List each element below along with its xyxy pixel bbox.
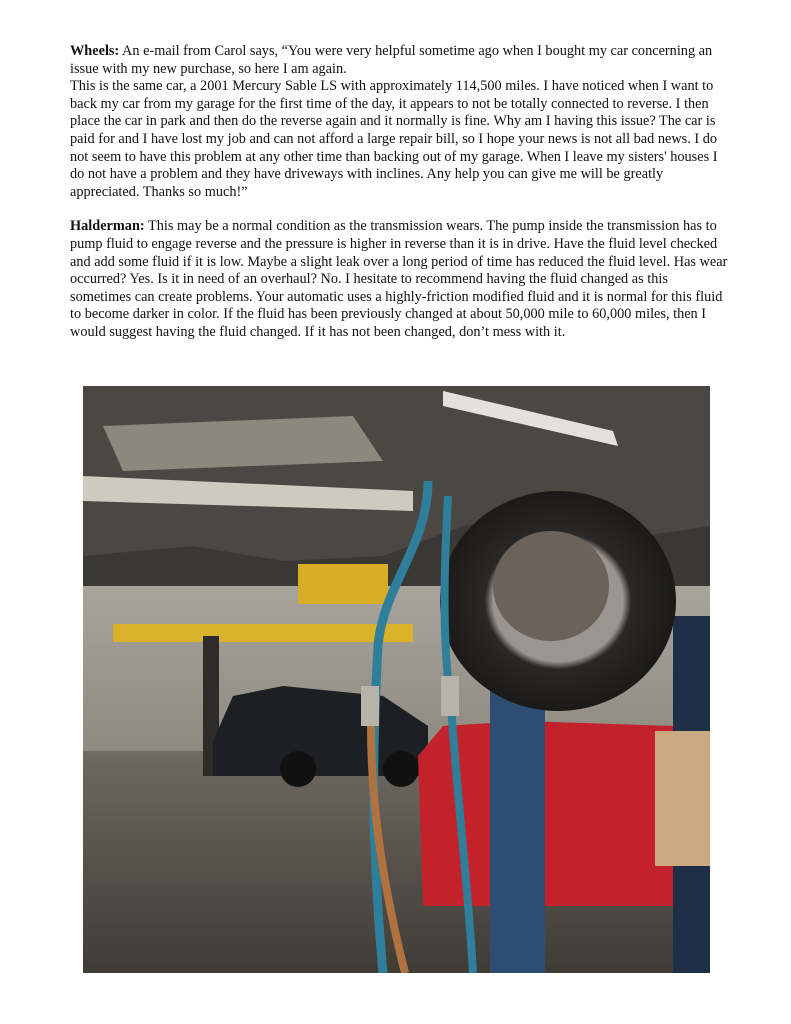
hose-fitting-right xyxy=(441,676,459,716)
wheel-hub xyxy=(493,531,609,641)
wood-block xyxy=(655,731,710,866)
halderman-answer: This may be a normal condition as the transmission wears. The pump inside the transmission has to pump fluid to engage reverse and the pressure is higher in reverse than it is in drive. Have the fluid level checked and add some fluid if it is low. Maybe a slight leak over a long period of time has reduced the fluid level. Has wear occurred? Yes. Is it in need of an overhaul? No. I hesitate to recommend having the fluid changed as this sometimes can create problems. Your automatic uses a highly-friction modified fluid and it is normal for this fluid to become darker in color. If the fluid has been previously changed at about 50,000 mile to 60,000 miles, then I would suggest having the fluid changed. If it has not been changed, don’t mess with it. xyxy=(70,218,728,340)
wheels-label: Wheels: xyxy=(70,43,120,59)
wheels-question-intro: An e-mail from Carol says, “You were very helpful sometime ago when I bought my car concerning an issue with my new purchase, so here I am again. xyxy=(70,43,713,77)
halderman-label: Halderman: xyxy=(70,218,145,235)
wheels-paragraph xyxy=(70,43,732,201)
article-body xyxy=(70,43,732,359)
halderman-paragraph xyxy=(70,218,732,341)
background-car-wheel xyxy=(280,751,316,787)
lift-post-blue xyxy=(490,686,545,973)
transmission-service-photo xyxy=(83,386,710,973)
lift-arm-horizontal xyxy=(113,624,413,642)
lift-arm-pad xyxy=(298,564,388,604)
wheels-question-body: This is the same car, a 2001 Mercury Sable LS with approximately 114,500 miles. I have noticed when I want to back my car from my garage for the first time of the day, it appears to not be totally connected to reverse. I then place the car in park and then do the reverse again and it normally is fine. Why am I having this issue? The car is paid for and I have lost my job and can not afford a large repair bill, so I hope your news is not all bad news. I do not seem to have this problem at any other time than backing out of my garage. When I leave my sisters' houses I do not have a problem and they have driveways with inclines. Any help you can give me will be greatly appreciated. Thanks so much!” xyxy=(70,78,718,200)
background-car-wheel-rear xyxy=(383,751,419,787)
hose-fitting-left xyxy=(361,686,379,726)
